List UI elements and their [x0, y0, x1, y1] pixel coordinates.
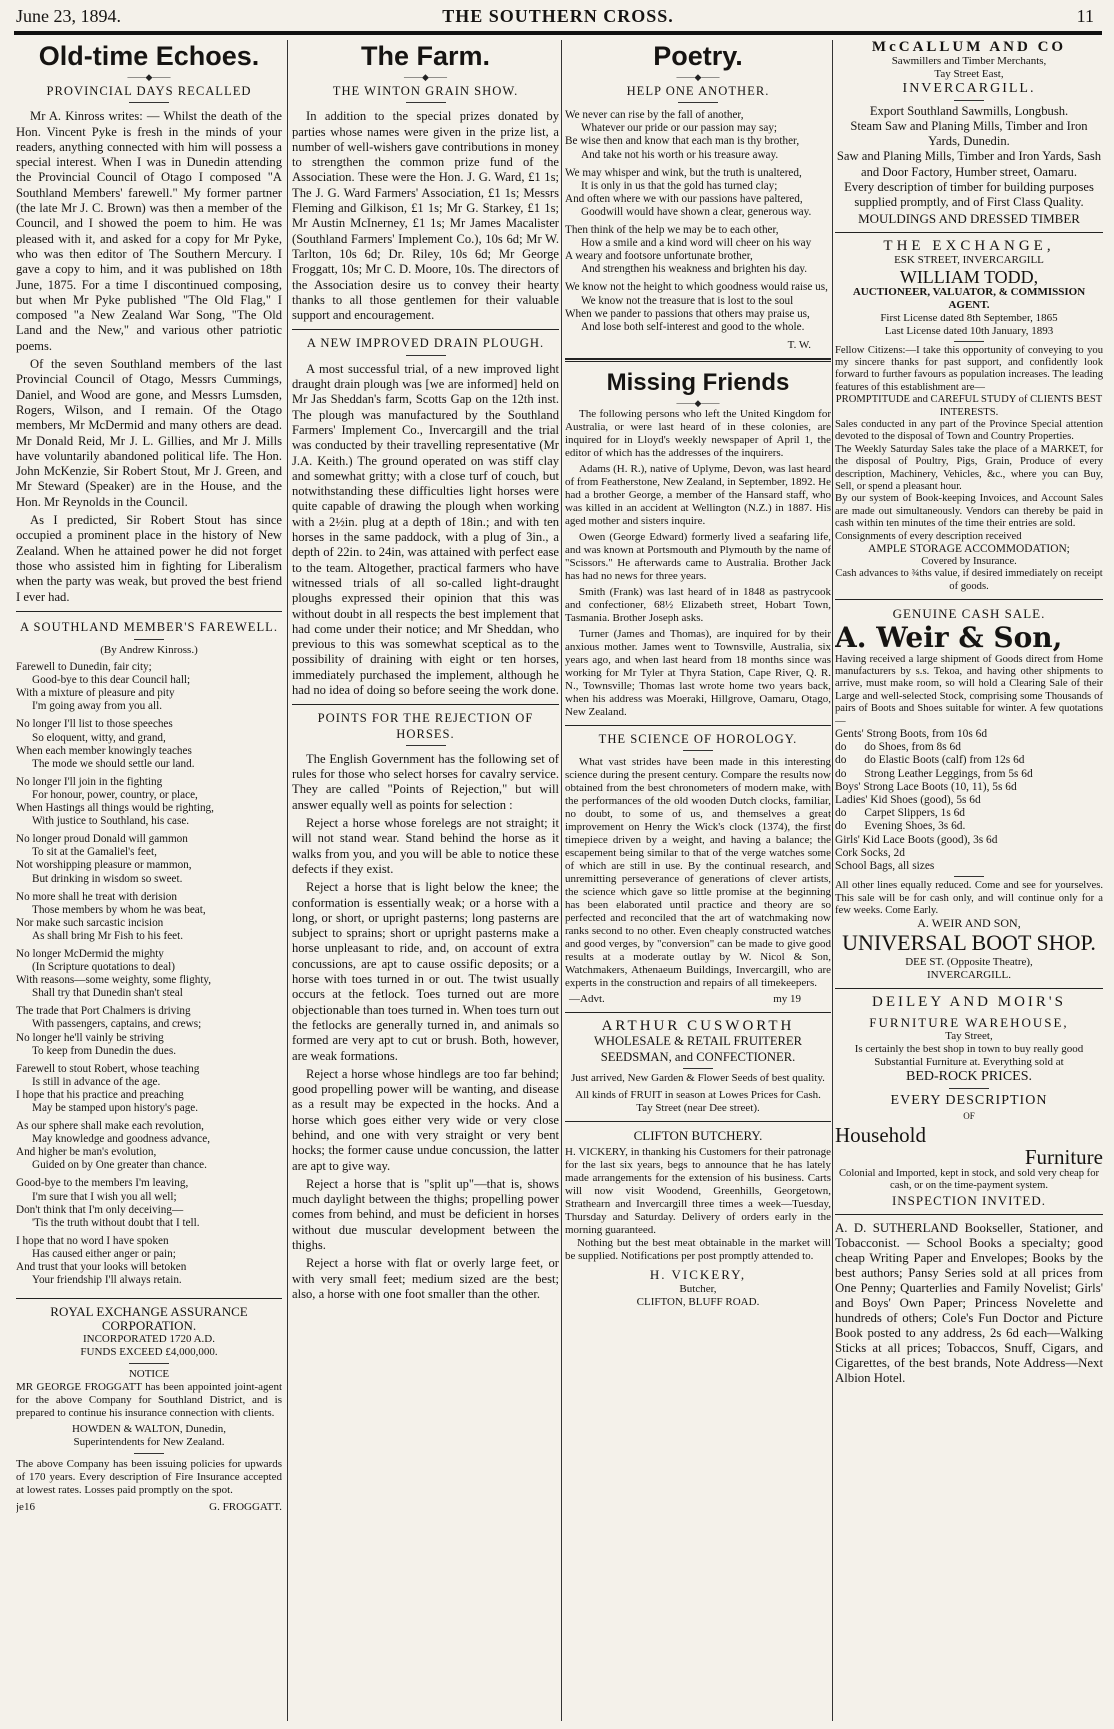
verse-line: We know not the height to which goodness would raise us,: [565, 281, 828, 294]
verse-line: And lose both self-interest and good to the whole.: [581, 320, 805, 333]
paragraph: Reject a horse with flat or overly large feet, or with very small feet; medium sized are the best; also, a horse with one foot smaller than the other.: [292, 1256, 559, 1301]
verse-line: It is only in us that the gold has turned clay;: [581, 179, 778, 192]
price-list-item: [835, 768, 1103, 781]
verse-line: Be wise then and know that each man is thy brother,: [565, 135, 800, 148]
verse-line: Is still in advance of the age.: [32, 1075, 161, 1088]
notice-signature: HOWDEN & WALTON, Dunedin,: [71, 1423, 227, 1436]
ad-line: FUNDS EXCEED £4,000,000.: [80, 1346, 218, 1359]
ad-line: AUCTIONEER, VALUATOR, & COMMISSION AGENT.: [852, 285, 1086, 311]
ornament-divider: ——◆——: [676, 72, 720, 82]
verse-line: And strengthen his weakness and brighten his day.: [581, 263, 808, 276]
ad-title: Furniture: [1024, 1144, 1103, 1169]
ad-signature-role: Butcher,: [679, 1282, 717, 1295]
verse-line: Then think of the help we may be to each other,: [565, 224, 779, 237]
verse-line: 'Tis the truth without doubt that I tell.: [32, 1216, 200, 1229]
price-item-name: do: [835, 807, 847, 820]
ad-text: All other lines equally reduced. Come and see for yourselves. This sale will be for cash only, and will continue only for a few weeks. Come Early.: [835, 880, 1103, 917]
ad-title: DEILEY AND MOIR'S: [872, 994, 1066, 1011]
verse-line: So eloquent, witty, and grand,: [32, 731, 166, 744]
ad-text: H. VICKERY, in thanking his Customers for their patronage for the last six years, begs to announce that he has lately made arrangements for the extension of his business. Carts will now visit Woodend, Greenhills, Georgetown, Strathearn and Invercargill three times a week—Tuesday, Thursday and Saturday. Delivery of orders early in the morning guaranteed.: [565, 1146, 831, 1237]
price-list: [835, 728, 1103, 873]
ad-text: Nothing but the best meat obtainable in the market will be supplied. Notifications per post promptly attended to.: [565, 1237, 831, 1263]
short-rule: [129, 1363, 169, 1364]
section-title: The Farm.: [360, 41, 491, 71]
short-rule: [954, 100, 984, 101]
verse-line: When Hastings all things would be righting,: [16, 802, 214, 815]
ad-line: AMPLE STORAGE ACCOMMODATION;: [868, 543, 1070, 556]
section-title: Poetry.: [653, 41, 743, 71]
price-item-name: Ladies' Kid Shoes (good), 5s 6d: [835, 794, 981, 807]
ad-line: All kinds of FRUIT in season at Lowes Prices for Cash.: [575, 1088, 821, 1101]
verse-line: No longer proud Donald will gammon: [16, 833, 188, 846]
ad-line: INSPECTION INVITED.: [891, 1192, 1047, 1208]
verse-line: Nor make such sarcastic incision: [16, 916, 164, 929]
ornament-divider: ——◆——: [404, 72, 447, 82]
article-heading: THE SCIENCE OF HOROLOGY.: [598, 731, 798, 746]
verse-line: Guided on by One greater than chance.: [32, 1159, 207, 1172]
article-heading: THE WINTON GRAIN SHOW.: [332, 84, 519, 98]
ad-signature: G. FROGGATT.: [209, 1501, 282, 1514]
ad-title: A. Weir & Son,: [835, 620, 1063, 654]
verse-line: Has caused either anger or pain;: [32, 1247, 176, 1260]
issue-date: June 23, 1894.: [16, 6, 121, 26]
verse-line: For honour, power, country, or place,: [32, 788, 198, 801]
paragraph: Mr A. Kinross writes: — Whilst the death of the Hon. Vincent Pyke is fresh in the minds of your readers, anything connected with him will possess a special interest. When I was in Dunedin attending the Provincial Council of Otago I composed "A Southland Members' farewell." My former partner (the late Mr J. C. Brown) was then a member of the Council, and I showed the poem to him. He was pleased with it, and asked for a copy for Mr Pyke, who was then editor of The Southern Mercury. I gave a copy to him, and it was published on 18th June, 1875. For a time I discontinued composing, but when Mr Pyke published "The Old Flag," I composed "a New Zealand War Song, "The Old Land and the New," and various other patriotic poems.: [16, 109, 282, 353]
divider: [565, 1012, 831, 1013]
ad-signature: A. WEIR AND SON,: [917, 916, 1021, 931]
verse-line: Not worshipping pleasure or mammon,: [16, 859, 192, 872]
poem-verse: [16, 661, 282, 1292]
verse-line: I hope that his practice and preaching: [16, 1088, 184, 1101]
divider: [835, 232, 1103, 233]
ad-text: By our system of Book-keeping Invoices, and Account Sales are made out simultaneously. Vendors can thereby be paid in cash within ten minutes of the time their entries are sold.: [835, 493, 1103, 530]
divider: [16, 1298, 282, 1299]
verse-line: As shall bring Mr Fish to his feet.: [32, 929, 184, 942]
divider: [565, 725, 831, 726]
ad-code: je16: [16, 1501, 35, 1514]
ornament-divider: ——◆——: [127, 72, 171, 82]
paper-title: THE SOUTHERN CROSS.: [442, 6, 674, 26]
ad-address: CLIFTON, BLUFF ROAD.: [636, 1295, 760, 1308]
ad-line: Every description of timber for building purposes supplied promptly, and of First Class Quality.: [844, 180, 1094, 210]
price-item-detail: Strong Leather Leggings, from 5s 6d: [864, 767, 1033, 780]
verse-line: May knowledge and goodness advance,: [32, 1133, 211, 1146]
paragraph: Reject a horse whose hindlegs are too far behind; good propelling power will be wanting, and disease as a result may be expected in the hocks. And a horse which goes either very wide or very close behind, and one with very straight or very bent hocks; the former cause undue concussion, the latter are apt to give way.: [292, 1066, 559, 1173]
verse-line: Don't think that I'm only deceiving—: [16, 1203, 184, 1216]
price-list-item: [835, 847, 1103, 860]
column-advertisements: [835, 40, 1103, 1724]
verse-line: To sit at the Gamaliel's feet,: [32, 846, 157, 859]
verse-line: Your friendship I'll always retain.: [32, 1274, 182, 1287]
short-rule: [949, 1088, 989, 1089]
verse-line: With justice to Southland, his case.: [32, 815, 190, 828]
short-rule: [129, 102, 169, 103]
verse-line: We may whisper and wink, but the truth is unaltered,: [565, 166, 802, 179]
paragraph: The following persons who left the United Kingdom for Australia, or were last heard of in these colonies, are inquired for in Lloyd's weekly newspaper of April 1, the editor of which has the addresses of the inquirers.: [565, 407, 831, 459]
verse-line: I'm sure that I wish you all well;: [32, 1190, 177, 1203]
royal-exchange-ad: [16, 1305, 282, 1514]
poem-author: (By Andrew Kinross.): [100, 644, 198, 657]
verse-line: Those members by whom he was beat,: [32, 903, 206, 916]
ad-line: Cash advances to ¾ths value, if desired immediately on receipt of goods.: [835, 568, 1103, 592]
poem-title: A SOUTHLAND MEMBER'S FAREWELL.: [19, 619, 279, 634]
divider: [835, 988, 1103, 989]
column-old-time-echoes: [16, 40, 282, 1724]
price-list-item: [835, 728, 1103, 741]
ad-line: WHOLESALE & RETAIL FRUITERER SEEDSMAN, and CONFECTIONER.: [593, 1034, 803, 1064]
ad-line: Tay Street,: [945, 1030, 993, 1043]
paragraph: Reject a horse whose forelegs are not straight; it will not stand wear. Stand behind the horse as it walks from you, and you will be able to notice these defects if they exist.: [292, 816, 559, 876]
price-item-name: Gents' Strong Boots, from 10s 6d: [835, 728, 988, 741]
ad-line: BED-ROCK PRICES.: [905, 1069, 1033, 1085]
price-item-detail: do Shoes, from 8s 6d: [864, 741, 961, 754]
verse-line: When we pander to passions that others may praise us,: [565, 307, 810, 320]
notice-footer: [16, 1501, 282, 1514]
ad-line: PROMPTITUDE and CAREFUL STUDY of CLIENTS BEST INTERESTS.: [835, 394, 1103, 418]
verse-line: And trust that your looks will betoken: [16, 1261, 187, 1274]
ad-text: Is certainly the best shop in town to buy really good Substantial Furniture at. Everything sold at: [854, 1043, 1084, 1069]
ad-line: First License dated 8th September, 1865: [880, 311, 1058, 324]
price-list-item: [835, 820, 1103, 833]
ad-line: FURNITURE WAREHOUSE,: [869, 1014, 1069, 1030]
ad-line: ESK STREET, INVERCARGILL: [894, 254, 1044, 267]
ad-title: ROYAL EXCHANGE ASSURANCE CORPORATION.: [50, 1304, 248, 1334]
ad-line: MOULDINGS AND DRESSED TIMBER: [858, 210, 1080, 226]
poem-signature: T. W.: [787, 338, 811, 351]
ad-title: GENUINE CASH SALE.: [892, 606, 1046, 622]
price-item-detail: do Elastic Boots (calf) from 12s 6d: [864, 754, 1025, 767]
paragraph: Reject a horse that is "split up"—that is, shows much daylight between the thighs; propelling power comes from behind, and must be deficient in horses without due muscular development between the thighs.: [292, 1176, 559, 1253]
ad-title: UNIVERSAL BOOT SHOP.: [842, 930, 1096, 956]
notice-text: MR GEORGE FROGGATT has been appointed joint-agent for the above Company for Southland District, and is prepared to continue his insurance connection with clients.: [16, 1381, 282, 1420]
short-rule: [683, 750, 713, 751]
verse-line: We know not the treasure that is lost to the soul: [581, 294, 794, 307]
verse-line: Whatever our pride or our passion may say;: [581, 122, 778, 135]
paragraph: Reject a horse that is light below the knee; the conformation is essentially weak; or a horse with a long, or short, or upright pasterns; long pasterns are subject to sprains; short or upright pasterns make a horse unpleasant to ride, and, on account of extra concussions, are apt to cause ossific deposits; or a horse with toes turned in or out. The twist usually occurs at the fetlock. Toes turned out are more objectionable than toes turned in. When toes turn out the fetlocks are generally turned in, and animals so formed are very apt to cut or brush. Both, however, are weak formations.: [292, 880, 559, 1063]
notice-signature-role: Superintendents for New Zealand.: [73, 1436, 225, 1449]
paragraph: Smith (Frank) was last heard of in 1848 as pastrycook and confectioner, 68½ Elizabeth street, Hobart Town, Tasmania. Brother Joseph asks.: [565, 585, 831, 624]
verse-line: Goodwill would have shown a clear, generous way.: [581, 205, 812, 218]
divider: [16, 611, 282, 612]
stanza-gap: [16, 1287, 282, 1292]
ad-text: Fellow Citizens:—I take this opportunity of conveying to you my sincere thanks for past support, and confidently look forward to further favours as population increases. The leading features of this establishment are—: [835, 344, 1103, 393]
verse-line: I'm going away from you all.: [32, 700, 163, 713]
verse-line: As our sphere shall make each revolution,: [16, 1120, 204, 1133]
price-item-name: School Bags, all sizes: [835, 860, 935, 873]
ad-line: Just arrived, New Garden & Flower Seeds of best quality.: [571, 1071, 825, 1084]
ad-line: INCORPORATED 1720 A.D.: [82, 1333, 215, 1346]
verse-line: Farewell to stout Robert, whose teaching: [16, 1062, 200, 1075]
ad-title: CLIFTON BUTCHERY.: [633, 1127, 763, 1143]
advt-label: —Advt.: [569, 993, 605, 1006]
price-item-name: do: [835, 754, 847, 767]
paragraph: Owen (George Edward) formerly lived a seafaring life, and was known at Portsmouth and Plymouth by the name of "Scissors." He afterwards came to Australia. Brother Jack has had no news for three years.: [565, 530, 831, 582]
ad-line: Sawmillers and Timber Merchants,: [891, 55, 1047, 68]
verse-line: We never can rise by the fall of another,: [565, 109, 744, 122]
ad-text: Consignments of every description received: [835, 530, 1022, 542]
verse-line: No more shall he treat with derision: [16, 890, 177, 903]
ad-text: Sales conducted in any part of the Province Special attention devoted to the disposal of Town and Country Properties.: [835, 419, 1103, 443]
paragraph: What vast strides have been made in this interesting science during the present century. Compare the results now obtained from the best chronometers of modern make, with the performances of the old wooden Dutch clocks, familiar, no doubt, to some of us, and themselves a great improvement on Henry the Wick's clock (1374), the first timepiece driven by a weight, and having a balance; the escapement being similar to that of the verge watches some of which are still in use. By the continual research, and unremitting perseverance of generations of clever artists, the science which gave so little promise at the beginning has been elaborated until practice and theory are so perfected and reconciled that the art of watchmaking now ranks second to no other. Even cheaply constructed watches and good verges, by "conversion" can be made to give good results at a moderate outlay by W. Nicol & Son, Watchmakers, Athenaeum Buildings, Invercargill, who are experts in the construction and repairs of all timekeepers.: [565, 756, 831, 990]
verse-line: No longer I'll list to those speeches: [16, 718, 173, 731]
column-divider: [561, 40, 562, 1721]
verse-line: When each member knowingly teaches: [16, 744, 192, 757]
price-list-item: [835, 794, 1103, 807]
header-rule: [14, 31, 1102, 35]
price-list-item: [835, 754, 1103, 767]
verse-line: No longer he'll vainly be striving: [16, 1031, 164, 1044]
ad-line: Covered by Insurance.: [921, 556, 1017, 568]
verse-line: May be stamped upon history's page.: [32, 1102, 199, 1114]
verse-line: Good-bye to the members I'm leaving,: [16, 1177, 189, 1190]
verse-line: And take not his worth or his treasure away.: [581, 148, 779, 161]
price-item-detail: Evening Shoes, 3s 6d.: [864, 820, 966, 833]
ad-title: WILLIAM TODD,: [899, 267, 1039, 288]
column-poetry: [565, 40, 831, 1724]
column-divider: [832, 40, 833, 1721]
divider: [565, 1121, 831, 1122]
verse-line: With passengers, captains, and crews;: [32, 1018, 202, 1031]
ad-text: Having received a large shipment of Goods direct from Home manufacturers by s.s. Tekoa, and having other shipments to arrive, must make room, so will hold a Clearing Sale of their Large and well-selected Stock, comprising some Thousands of pairs of Boots and Shoes suitable for winter. A few quotations—: [835, 653, 1103, 727]
ad-line: Steam Saw and Planing Mills, Timber and Iron Yards, Dunedin.: [850, 118, 1088, 149]
verse-line: With a mixture of pleasure and pity: [16, 687, 175, 700]
ad-title: McCALLUM AND CO: [871, 40, 1067, 55]
ad-text: The Weekly Saturday Sales take the place of a MARKET, for the disposal of Poultry, Pigs, Grain, Produce of every description, Machinery, Vehicles, &c., where you can Buy, Sell, or spend a pleasant hour.: [835, 443, 1103, 493]
price-item-name: Boys' Strong Lace Boots (10, 11), 5s 6d: [835, 780, 1017, 793]
price-list-item: [835, 807, 1103, 820]
ad-line: INVERCARGILL.: [902, 81, 1036, 97]
short-rule: [406, 355, 446, 356]
notice-heading: NOTICE: [128, 1368, 170, 1381]
price-list-item: [835, 860, 1103, 873]
verse-line: I hope that no word I have spoken: [16, 1234, 169, 1247]
advt-line: [565, 993, 831, 1006]
paragraph: In addition to the special prizes donated by parties whose names were given in the prize list, a number of well-wishers gave contributions in money to strengthen the common prize fund of the Association. These were the Hon. J. G. Ward, £1 1s; The J. G. Ward Farmers' Association, £1 1s; Messrs Fleming and Gilkison, £1 1s; Mr G. Starkey, £1 1s; Mr Austin McInerney, £1 1s; Mr James Macalister (Southland Farmers' Implement Co.), 10s 6d; Mr W. Tarlton, 10s 6d; Dr. Riley, 10s 6d; Mr George Froggatt, 10s; Mr C. D. Moore, 10s. The directors of the Association desire us to convey their hearty thanks to all those gentlemen for their valuable support and encouragement.: [292, 109, 559, 323]
ad-line: EVERY DESCRIPTION: [890, 1093, 1048, 1109]
column-divider: [287, 40, 288, 1721]
ornament-divider: ——◆——: [676, 397, 720, 408]
divider: [835, 599, 1103, 600]
verse-line: (In Scripture quotations to deal): [32, 961, 175, 974]
short-rule: [678, 102, 718, 103]
verse-line: Farewell to Dunedin, fair city;: [16, 661, 152, 674]
price-item-name: Cork Socks, 2d: [835, 846, 905, 859]
divider: [292, 329, 559, 330]
verse-line: No longer I'll join in the fighting: [16, 775, 163, 788]
ad-line: Saw and Planing Mills, Timber and Iron Yards, Sash and Door Factory, Humber street, Oamaru.: [836, 149, 1102, 179]
article-heading: POINTS FOR THE REJECTION OF HORSES.: [317, 711, 534, 741]
verse-line: The trade that Port Chalmers is driving: [16, 1005, 191, 1018]
paragraph: Of the seven Southland members of the last Provincial Council of Otago, Messrs Cummings, Daniel, and Wood are gone, and Messrs Lumsden, Rogers, Wilson, and I remain. Of the Otago members, Mr McDermid and many others are dead. Mr Donald Reid, Mr J. L. Gillies, and Mr J. Mills have voluntarily abandoned political life. The Hon. John McKenzie, Sir Robert Stout, Mr J. Green, and Mr Steward (Speaker) are in the House, and the Hon. Mr Reynolds in the Council.: [16, 357, 282, 509]
advt-date: my 19: [773, 993, 801, 1006]
paragraph: A most successful trial, of a new improved light draught drain plough was [we are informed] held on Mr Jas Sheddan's farm, Scotts Gap on the 12th inst. The plough was manufactured by the Southland Farmers' Implement Co., Invercargill and the trial was conducted by their travelling representative (Mr J.A. Keith.) The ground operated on was stiff clay and somewhat gritty; with a close turf of couch, but notwithstanding these difficulties light horses were quite capable of drawing the plough when working with a 2½in. plug at a depth of 18in.; and with ten horses in the same paddock, with a plug of 3in., a depth of 22in. to 24in, was attained with perfect ease to the team. Altogether, practical farmers who have witnessed trials of all so-called light-draught ploughs expressed their opinion that this was without doubt in all respects the best implement that had come under their notice; and Mr Sheddan, who previous to this was somewhat sceptical as to the possibility of draining with eight or ten horses, immediately purchased the implement, although he had no idea of doing so before seeing the work done.: [292, 361, 559, 697]
short-rule: [406, 745, 446, 746]
ad-title: THE EXCHANGE,: [883, 237, 1055, 254]
poem-verse: [565, 109, 831, 339]
paragraph: As I predicted, Sir Robert Stout has since occupied a prominent place in the history of New Zealand. When he attained power he did not forget those who assisted him in fighting for Liberalism when the party was weak, but proved the best friend I ever had.: [16, 513, 282, 604]
sutherland-ad: A. D. SUTHERLAND Bookseller, Stationer, and Tobacconist. — School Books a specialty; good cheap Writing Paper and Envelopes; Books by the best authors; Pansy Series sold at all prices from One Penny; Quarterlies and Family Novelist; Girls' and Boys' Own Paper; Princess Novelette and hundreds of others; Cole's Fun Doctor and Picture Book posted to any address, 2s 6d each—Walking Sticks at all prices; Tobaccos, Snuff, Cigars, and Cigarettes, of the best brands, Note Address—Next Albion Hotel.: [835, 1221, 1103, 1386]
notice-text: The above Company has been issuing policies for upwards of 170 years. Every description of Fire Insurance accepted at lowest rates. Losses paid promptly on the spot.: [16, 1458, 282, 1497]
ad-line: Tay Street (near Dee street).: [636, 1101, 760, 1114]
price-item-name: Girls' Kid Lace Boots (good), 3s 6d: [835, 833, 998, 846]
verse-line: And higher be man's evolution,: [16, 1146, 157, 1159]
ad-line: INVERCARGILL.: [926, 969, 1012, 982]
price-item-name: do: [835, 767, 847, 780]
verse-line: But drinking in wisdom so sweet.: [32, 872, 183, 885]
price-list-item: [835, 834, 1103, 847]
verse-line: And often where we with our passions have paltered,: [565, 192, 803, 205]
page-header: [16, 6, 1100, 28]
ad-line: DEE ST. (Opposite Theatre),: [905, 956, 1033, 969]
short-rule: [954, 876, 984, 877]
ad-text: Colonial and Imported, kept in stock, and sold very cheap for cash, or on the time-payment system.: [838, 1167, 1100, 1192]
ad-title: Household: [835, 1122, 926, 1147]
column-the-farm: [292, 40, 559, 1724]
short-rule: [683, 1068, 713, 1069]
verse-line: With reasons—some weighty, some flighty,: [16, 974, 212, 987]
verse-line: How a smile and a kind word will cheer on his way: [581, 237, 812, 250]
page-number: 11: [1076, 6, 1094, 26]
price-list-item: [835, 741, 1103, 754]
ad-line: Export Southland Sawmills, Longbush.: [869, 103, 1069, 118]
price-item-name: do: [835, 820, 847, 833]
verse-line: Shall try that Dunedin shan't steal: [32, 987, 183, 1000]
verse-line: The mode we should settle our land.: [32, 757, 195, 770]
paragraph: The English Government has the following set of rules for those who select horses for cavalry service. They are called "Points of Rejection," but will answer equally well as points for selection :: [292, 751, 559, 812]
divider: [292, 704, 559, 705]
paragraph: Adams (H. R.), native of Uplyme, Devon, was last heard of from Featherstone, New Zealand, in September, 1892. He had a brother George, a member of the Hansard staff, who was killed in an accident at Wellington (N.Z.) in 1887. His aged mother and sisters inquire.: [565, 462, 831, 527]
ad-line: Tay Street East,: [934, 68, 1004, 81]
price-item-detail: Carpet Slippers, 1s 6d: [864, 807, 965, 820]
section-title: Old-time Echoes.: [38, 41, 260, 71]
price-item-name: do: [835, 741, 847, 754]
short-rule: [134, 639, 164, 640]
verse-line: To keep from Dunedin the dues.: [32, 1044, 176, 1057]
verse-line: Good-bye to this dear Council hall;: [32, 674, 191, 687]
divider: [565, 358, 831, 362]
ad-line: OF: [963, 1110, 975, 1121]
short-rule: [406, 102, 446, 103]
article-heading: PROVINCIAL DAYS RECALLED: [46, 84, 252, 98]
price-list-item: [835, 781, 1103, 794]
article-heading: A NEW IMPROVED DRAIN PLOUGH.: [306, 336, 545, 351]
ad-title: ARTHUR CUSWORTH: [601, 1018, 795, 1035]
divider: [835, 1214, 1103, 1215]
verse-line: A weary and footsore unfortunate brother,: [565, 250, 753, 263]
verse-line: No longer McDermid the mighty: [16, 947, 164, 960]
short-rule: [134, 1453, 164, 1454]
ad-signature: H. VICKERY,: [649, 1267, 747, 1283]
poem-title: HELP ONE ANOTHER.: [626, 84, 770, 98]
short-rule: [954, 341, 984, 342]
ad-line: Last License dated 10th January, 1893: [884, 324, 1054, 337]
section-title: Missing Friends: [606, 368, 790, 396]
paragraph: Turner (James and Thomas), are inquired for by their anxious mother. James went to Townsville, Australia, six years ago, and when last heard from 18 months since was working for Mr Tyler at Thyra Station, Cape River, Q. R. N., Townsville; Thomas last wrote home two years back, when his address was Moeraki, Hillgrove, Oamaru, Otago, New Zealand.: [565, 627, 831, 718]
